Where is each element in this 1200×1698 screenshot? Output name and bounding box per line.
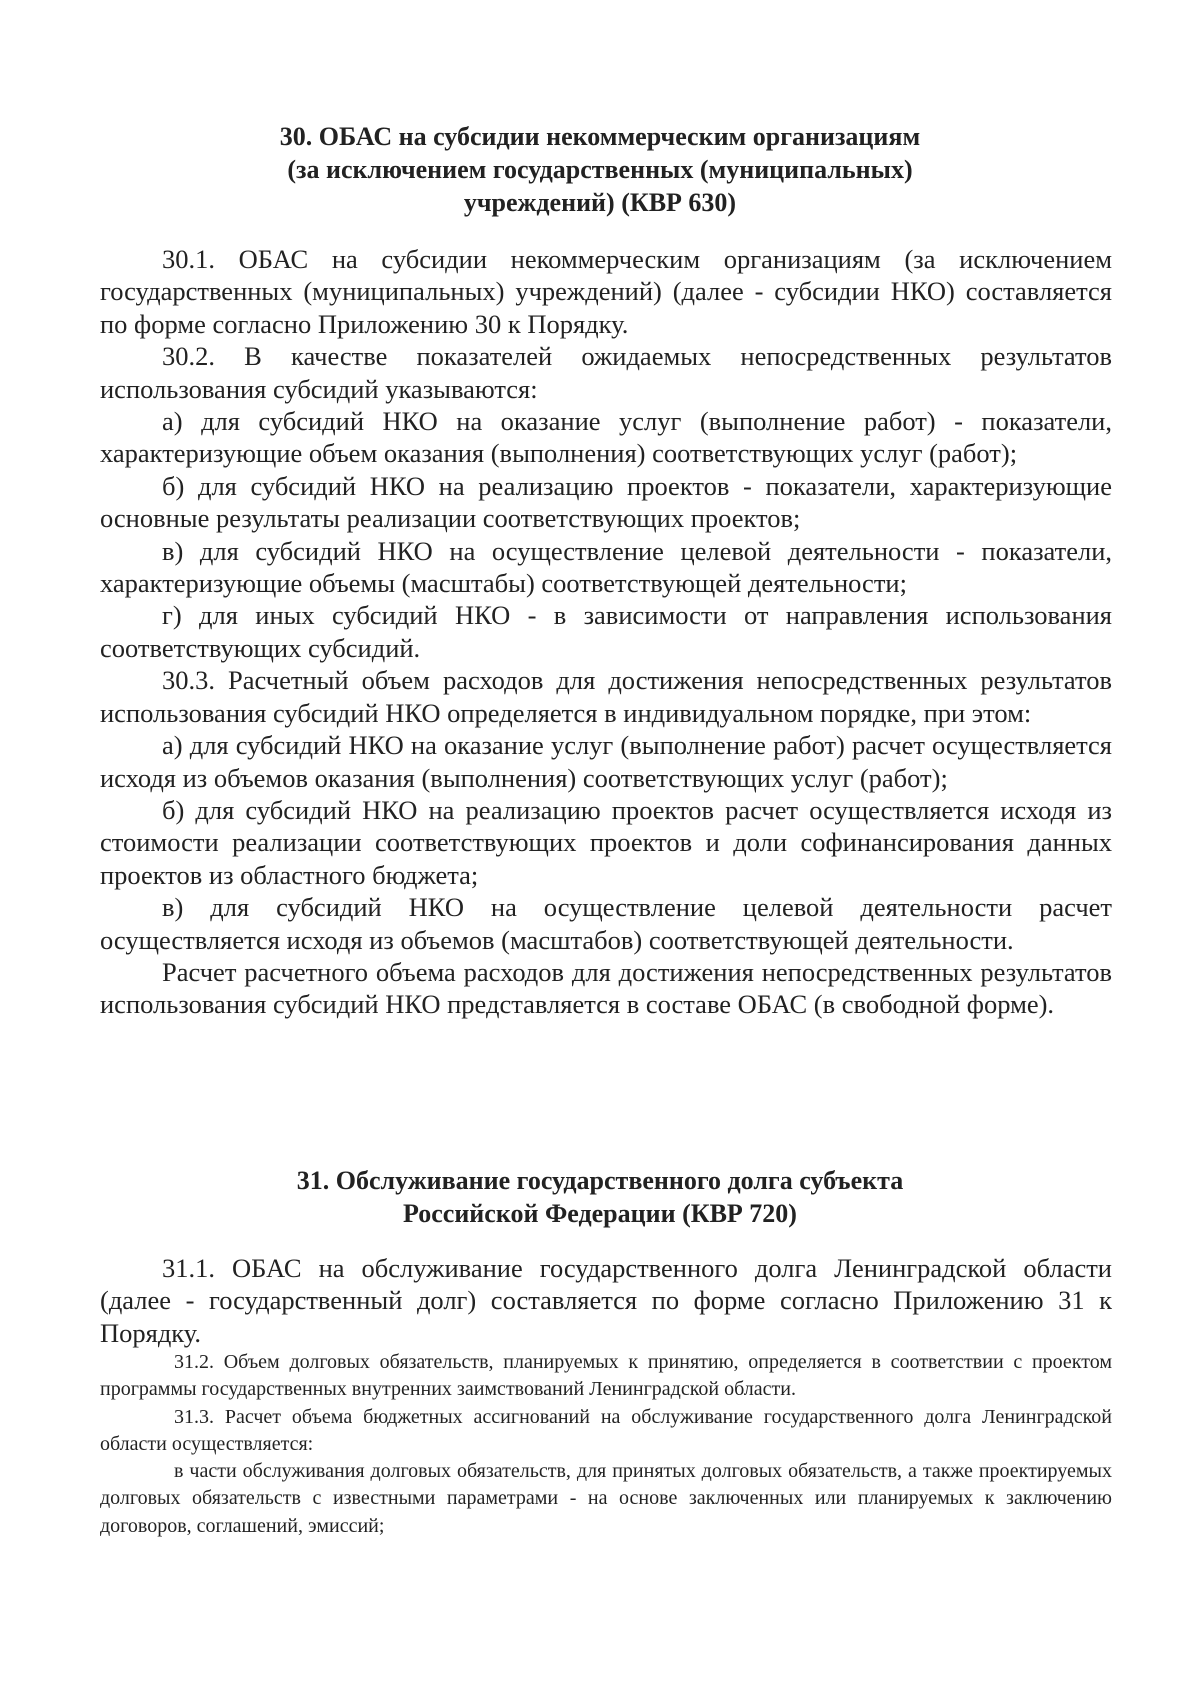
paragraph-31-3: 31.3. Расчет объема бюджетных ассигнований на обслуживание государственного долга Ленинградской области осуществляется: xyxy=(100,1405,1112,1455)
paragraph-30-calc: Расчет расчетного объема расходов для достижения непосредственных результатов использования субсидий НКО представляется в составе ОБАС (в свободной форме). xyxy=(100,956,1112,1020)
paragraph-31-1: 31.1. ОБАС на обслуживание государственного долга Ленинградской области (далее - государственный долг) составляется по форме согласно Приложению 31 к Порядку. xyxy=(100,1253,1112,1348)
section-31-body xyxy=(100,1252,1112,1349)
section-30-heading-line: учреждений) (КВР 630) xyxy=(463,188,737,217)
paragraph-30-3-b: б) для субсидий НКО на реализацию проектов расчет осуществляется исходя из стоимости реализации соответствующих проектов и доли софинансирования данных проектов из областного бюджета; xyxy=(100,794,1112,890)
section-31-heading xyxy=(100,1164,1100,1230)
paragraph-30-2-g: г) для иных субсидий НКО - в зависимости от направления использования соответствующих субсидий. xyxy=(100,600,1112,663)
paragraph-30-3-a: а) для субсидий НКО на оказание услуг (выполнение работ) расчет осуществляется исходя из объемов оказания (выполнения) соответствующих услуг (работ); xyxy=(100,730,1112,793)
paragraph-31-2: 31.2. Объем долговых обязательств, планируемых к принятию, определяется в соответствии с проектом программы государственных внутренних заимствований Ленинградской области. xyxy=(100,1351,1112,1401)
paragraph-30-3-v: в) для субсидий НКО на осуществление целевой деятельности расчет осуществляется исходя из объемов (масштабов) соответствующей деятельности. xyxy=(100,892,1112,955)
section-31-heading-line: Российской Федерации (КВР 720) xyxy=(403,1199,797,1228)
paragraph-31-3-part: в части обслуживания долговых обязательств, для принятых долговых обязательств, а также проектируемых долговых обязательств с известными параметрами - на основе заключенных или планируемых к заключению договоров, соглашений, эмиссий; xyxy=(100,1460,1112,1537)
section-31-small-body xyxy=(100,1349,1112,1540)
section-30-heading-line: (за исключением государственных (муниципальных) xyxy=(287,155,913,184)
section-30-body xyxy=(100,243,1112,1021)
paragraph-30-2-v: в) для субсидий НКО на осуществление целевой деятельности - показатели, характеризующие объемы (масштабы) соответствующей деятельности; xyxy=(100,535,1112,599)
paragraph-30-2-a: а) для субсидий НКО на оказание услуг (выполнение работ) - показатели, характеризующие объем оказания (выполнения) соответствующих услуг (работ); xyxy=(100,406,1112,469)
paragraph-30-2: 30.2. В качестве показателей ожидаемых непосредственных результатов использования субсидий указываются: xyxy=(100,341,1112,404)
paragraph-30-2-b: б) для субсидий НКО на реализацию проектов - показатели, характеризующие основные результаты реализации соответствующих проектов; xyxy=(100,470,1112,534)
section-30-heading xyxy=(100,120,1100,219)
section-31-heading-line: 31. Обслуживание государственного долга субъекта xyxy=(296,1166,904,1195)
section-30-heading-line: 30. ОБАС на субсидии некоммерческим организациям xyxy=(279,122,921,151)
paragraph-30-3: 30.3. Расчетный объем расходов для достижения непосредственных результатов использования субсидий НКО определяется в индивидуальном порядке, при этом: xyxy=(100,665,1112,728)
paragraph-30-1: 30.1. ОБАС на субсидии некоммерческим организациям (за исключением государственных (муниципальных) учреждений) (далее - субсидии НКО) составляется по форме согласно Приложению 30 к Порядку. xyxy=(100,244,1112,339)
